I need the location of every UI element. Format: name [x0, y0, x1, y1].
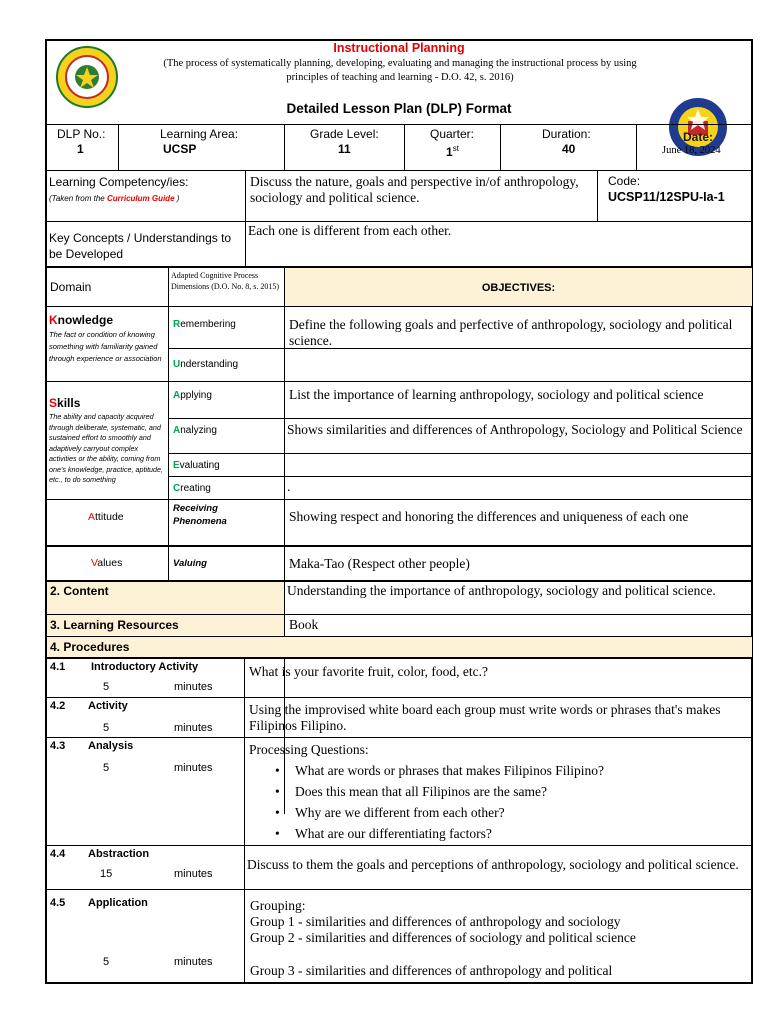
- list-item: • Does this mean that all Filipinos are the same?: [249, 784, 744, 805]
- grade-level-value: 11: [338, 142, 351, 156]
- procedure-minutes-label: minutes: [174, 868, 213, 880]
- resources-text: Book: [289, 617, 319, 632]
- analyzing-objective: Shows similarities and differences of Anthropology, Sociology and Political Science: [287, 422, 743, 437]
- application-group-1: Group 1 - similarities and differences of anthropology and sociology: [250, 914, 621, 929]
- creating-objective: .: [287, 479, 291, 494]
- application-group-2: Group 2 - similarities and differences of sociology and political science: [250, 930, 636, 945]
- application-group-3: Group 3 - similarities and differences of anthropology and political: [250, 963, 613, 978]
- applying-label: Applying: [173, 390, 212, 401]
- procedure-text: Grouping:: [250, 898, 306, 913]
- header-subtitle: (The process of systematically planning, developing, evaluating and managing the instructional process by using principles of teaching and learning - D.O. 42, s. 2016): [163, 58, 637, 83]
- analysis-question-list: [249, 763, 744, 847]
- code-value: UCSP11/12SPU-Ia-1: [608, 190, 725, 204]
- procedure-minutes-label: minutes: [174, 762, 213, 774]
- page-title: Instructional Planning: [333, 41, 465, 55]
- dlp-no-label: DLP No.:: [57, 127, 106, 141]
- competency-label: Learning Competency/ies:: [49, 175, 189, 189]
- procedure-name: Application: [88, 897, 148, 909]
- list-item: • What are our differentiating factors?: [249, 826, 744, 847]
- list-item: • Why are we different from each other?: [249, 805, 744, 826]
- remembering-objective: Define the following goals and perfective of anthropology, sociology and political science.: [289, 317, 733, 348]
- domain-header: Domain: [50, 280, 92, 294]
- dlp-no-value: 1: [77, 142, 84, 156]
- list-item: • What are words or phrases that makes Filipinos Filipino?: [249, 763, 744, 784]
- key-concepts-text: Each one is different from each other.: [248, 223, 452, 238]
- procedure-minutes-value: 5: [103, 956, 110, 968]
- attitude-process: Receiving Phenomena: [173, 503, 227, 527]
- procedure-minutes-value: 5: [103, 722, 110, 734]
- procedure-text: What is your favorite fruit, color, food, etc.?: [249, 664, 488, 679]
- objectives-header: OBJECTIVES:: [481, 282, 556, 294]
- applying-objective: List the importance of learning anthropology, sociology and political science: [289, 387, 704, 402]
- procedure-num: 4.2: [50, 700, 66, 712]
- procedure-text: Using the improvised white board each group must write words or phrases that's makes Filipinos Filipino.: [249, 702, 721, 733]
- format-title: Detailed Lesson Plan (DLP) Format: [286, 101, 512, 116]
- procedure-name: Activity: [88, 700, 128, 712]
- code-label: Code:: [608, 174, 641, 188]
- procedure-num: 4.1: [50, 661, 66, 673]
- values-objective: Maka-Tao (Respect other people): [289, 556, 470, 571]
- learning-area-label: Learning Area:: [160, 127, 239, 141]
- procedure-minutes-label: minutes: [174, 956, 213, 968]
- knowledge-desc: The fact or condition of knowing something with familiarity gained through experience or association: [49, 330, 162, 363]
- grade-level-label: Grade Level:: [310, 127, 379, 141]
- procedure-minutes-label: minutes: [174, 722, 213, 734]
- content-text: Understanding the importance of anthropology, sociology and political science.: [287, 583, 716, 598]
- procedure-minutes-value: 15: [100, 868, 113, 880]
- quarter-label: Quarter:: [430, 127, 475, 141]
- procedure-num: 4.3: [50, 740, 66, 752]
- creating-label: Creating: [173, 483, 211, 494]
- procedure-minutes-value: 5: [103, 762, 110, 774]
- competency-note: (Taken from the Curriculum Guide ): [49, 194, 180, 203]
- procedures-label: 4. Procedures: [50, 640, 130, 654]
- procedure-minutes-label: minutes: [174, 681, 213, 693]
- procedure-num: 4.4: [50, 848, 66, 860]
- procedure-name: Analysis: [88, 740, 134, 752]
- content-label: 2. Content: [50, 584, 109, 598]
- attitude-label: Attitude: [88, 511, 124, 523]
- key-concepts-label: Key Concepts / Understandings to be Developed: [49, 231, 232, 261]
- resources-label: 3. Learning Resources: [50, 618, 179, 632]
- remembering-label: Remembering: [173, 319, 236, 330]
- values-process: Valuing: [173, 558, 207, 569]
- procedure-minutes-value: 5: [103, 681, 110, 693]
- procedure-name: Abstraction: [88, 848, 150, 860]
- knowledge-label: Knowledge: [49, 313, 114, 327]
- evaluating-label: Evaluating: [173, 460, 220, 471]
- attitude-objective: Showing respect and honoring the differences and uniqueness of each one: [289, 509, 689, 524]
- analyzing-label: Analyzing: [173, 425, 217, 436]
- skills-desc: The ability and capacity acquired through deliberate, systematic, and sustained effort to smoothly and adaptively carryout complex activities or the ability, coming from one's knowledge, practice, aptitude, etc., to do something: [49, 412, 164, 484]
- duration-label: Duration:: [542, 127, 591, 141]
- procedure-name: Introductory Activity: [91, 661, 199, 673]
- date-value: June 18, 2024: [662, 145, 721, 156]
- procedure-text: Discuss to them the goals and perceptions of anthropology, sociology and political science.: [247, 857, 739, 872]
- competency-text: Discuss the nature, goals and perspective in/of anthropology, sociology and political science.: [250, 174, 579, 205]
- learning-area-value: UCSP: [163, 142, 197, 156]
- understanding-label: Understanding: [173, 359, 239, 370]
- procedure-num: 4.5: [50, 897, 66, 909]
- procedure-text: Processing Questions:: [249, 742, 369, 757]
- dimensions-header: Adapted Cognitive Process Dimensions (D.O. No. 8, s. 2015): [171, 271, 279, 291]
- skills-label: Skills: [49, 396, 81, 410]
- quarter-value: 1st: [446, 144, 459, 159]
- duration-value: 40: [562, 142, 576, 156]
- date-label: Date:: [683, 130, 714, 144]
- values-label: Values: [91, 557, 123, 569]
- division-seal-logo: [56, 46, 118, 108]
